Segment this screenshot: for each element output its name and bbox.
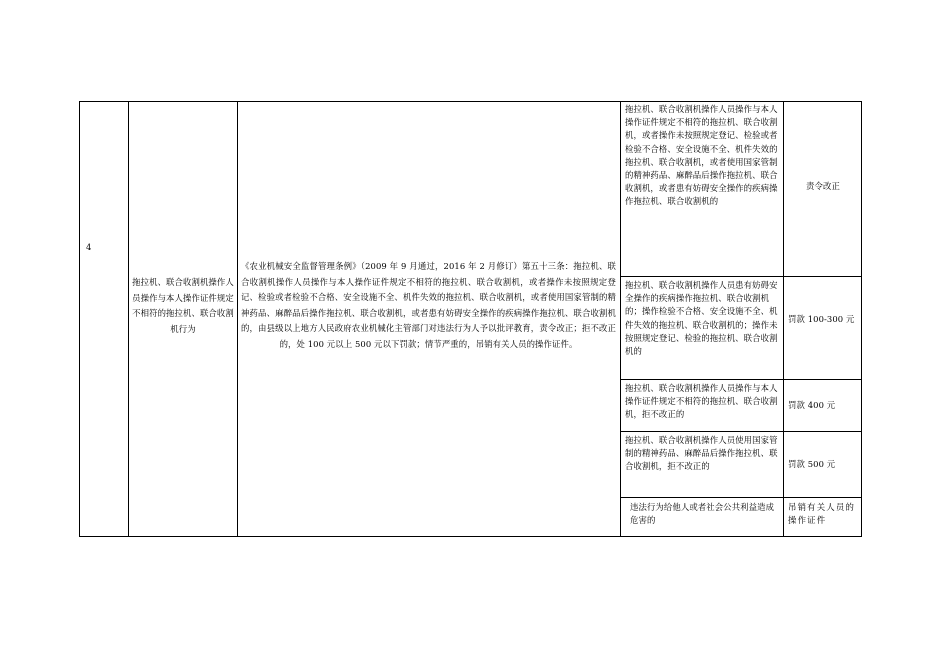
row-divider: [620, 431, 862, 432]
row-divider: [620, 379, 862, 380]
penalty-text: 罚款 400 元: [788, 400, 836, 410]
penalty-text: 责令改正: [806, 181, 840, 191]
column-divider: [128, 101, 129, 537]
circumstance-text: 拖拉机、联合收割机操作人员使用国家管制的精神药品、麻醉品后操作拖拉机、联合收割机，拒不改正的: [625, 435, 778, 472]
penalty-text: 罚款 100-300 元: [788, 314, 855, 324]
row-number: 4: [86, 242, 92, 252]
row-divider: [620, 276, 862, 277]
column-divider: [237, 101, 238, 537]
penalty-text: 罚款 500 元: [788, 459, 836, 469]
violation-item-name: 拖拉机、联合收割机操作人员操作与本人操作证件规定不相符的拖拉机、联合收割机行为: [132, 277, 234, 334]
penalty-text: 吊销有关人员的操作证件: [788, 502, 856, 526]
row-divider: [620, 497, 862, 498]
legal-basis-text: 《农业机械安全监督管理条例》（2009 年 9 月通过，2016 年 2 月修订）第五十三条：拖拉机、联合收割机操作人员操作与本人操作证件规定不相符的拖拉机、联合收割机，或者操作未按照规定登记、检验或者检验不合格、安全设施不全、机件失效的拖拉机、联合收割机，或者使用国家管制的精神药品、麻醉品后操作拖拉机、联合收割机，或者患有妨碍安全操作的疾病操作拖拉机、联合收割机的，由县级以上地方人民政府农业机械化主管部门对违法行为人予以批评教育，责令改正；拒不改正的，处 100 元以上 500 元以下罚款；情节严重的，吊销有关人员的操作证件。: [241, 261, 616, 349]
column-divider: [783, 101, 784, 537]
circumstance-text: 拖拉机、联合收割机操作人员患有妨碍安全操作的疾病操作拖拉机、联合收割机的；操作检验不合格、安全设施不全、机件失效的拖拉机、联合收割机的；操作未按照规定登记、检验的拖拉机、联合收割机的: [625, 280, 778, 357]
circumstance-text: 违法行为给他人或者社会公共利益造成危害的: [630, 502, 775, 526]
column-divider: [620, 101, 621, 537]
circumstance-text: 拖拉机、联合收割机操作人员操作与本人操作证件规定不相符的拖拉机、联合收割机，或者操作未按照规定登记、检验或者检验不合格、安全设施不全、机件失效的拖拉机、联合收割机，或者使用国家管制的精神药品、麻醉品后操作拖拉机、联合收割机，或者患有妨碍安全操作的疾病操作拖拉机、联合收割机的: [625, 104, 778, 207]
circumstance-text: 拖拉机、联合收割机操作人员操作与本人操作证件规定不相符的拖拉机、联合收割机，拒不改正的: [625, 383, 778, 420]
